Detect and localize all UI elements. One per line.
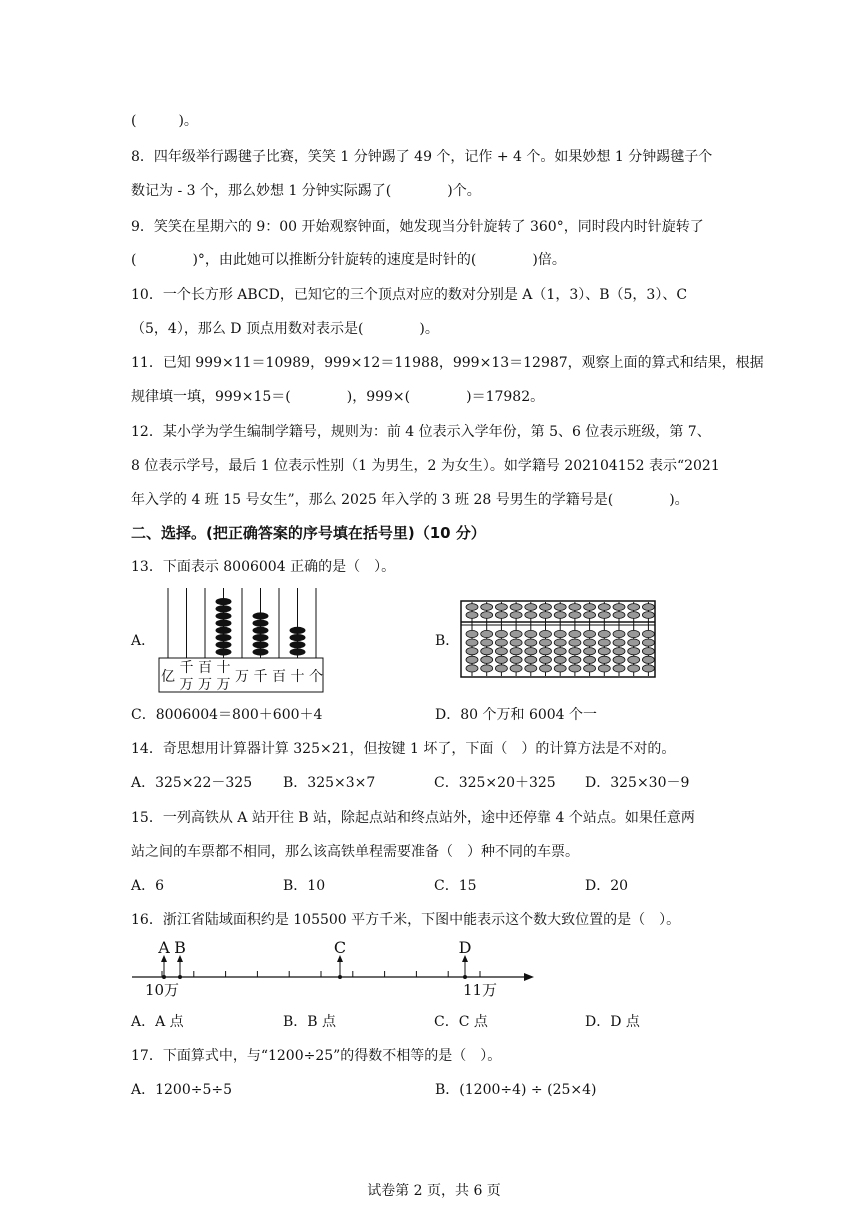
- counting-frame-bead: [290, 641, 306, 648]
- q15-option-c: C．15: [434, 878, 477, 894]
- number-line-point-d: [459, 938, 472, 979]
- abacus-lower-bead: [613, 648, 625, 655]
- counting-frame-label: 十: [290, 669, 305, 685]
- counting-frame-label: 千: [179, 660, 194, 676]
- abacus-lower-bead: [613, 665, 625, 672]
- counting-frame-label: 万: [198, 677, 212, 693]
- abacus-upper-bead: [540, 612, 552, 619]
- abacus-lower-bead: [495, 648, 507, 655]
- abacus-upper-bead: [613, 612, 625, 619]
- counting-frame-label: 个: [309, 669, 323, 685]
- abacus-lower-bead: [540, 648, 552, 655]
- counting-frame-label: 千: [253, 669, 268, 685]
- abacus-lower-bead: [481, 630, 493, 637]
- q16-option-a: A．A 点: [131, 1014, 184, 1030]
- counting-frame-bead: [253, 620, 269, 627]
- abacus-lower-bead: [525, 665, 537, 672]
- abacus-lower-bead: [584, 656, 596, 663]
- abacus-lower-bead: [642, 639, 654, 646]
- abacus-lower-bead: [481, 639, 493, 646]
- abacus-lower-bead: [510, 630, 522, 637]
- abacus-lower-bead: [569, 656, 581, 663]
- abacus-lower-bead: [510, 639, 522, 646]
- q10-line2: （5，4），那么 D 顶点用数对表示是( )。: [131, 321, 439, 337]
- abacus-upper-bead: [481, 604, 493, 611]
- number-line-point-c: [334, 938, 346, 979]
- abacus-lower-bead: [642, 648, 654, 655]
- abacus-lower-bead: [466, 630, 478, 637]
- abacus-lower-bead: [495, 639, 507, 646]
- q9-line1: 9．笑笑在星期六的 9：00 开始观察钟面，她发现当分针旋转了 360°，同时段内时针旋转了: [131, 219, 704, 235]
- q13-option-b: B．: [435, 633, 460, 649]
- abacus-lower-bead: [569, 630, 581, 637]
- q13-stem: 13．下面表示 8006004 正确的是（ ）。: [131, 559, 396, 575]
- q17-option-a: A．1200÷5÷5: [131, 1082, 233, 1098]
- q9-line2: ( )°，由此她可以推断分针旋转的速度是时针的( )倍。: [131, 252, 566, 268]
- abacus-lower-bead: [466, 665, 478, 672]
- section-heading-choice: 二、选择。(把正确答案的序号填在括号里)（10 分）: [131, 524, 486, 542]
- q14-stem: 14．奇思想用计算器计算 325×21，但按键 1 坏了，下面（ ）的计算方法是不对的。: [131, 741, 676, 757]
- abacus-lower-bead: [584, 665, 596, 672]
- counting-frame-bead: [253, 648, 269, 655]
- number-line-point-label: D: [458, 938, 472, 957]
- abacus-upper-bead: [554, 604, 566, 611]
- q7-tail-blank: ( )。: [131, 113, 198, 129]
- abacus-lower-bead: [481, 665, 493, 672]
- counting-frame-bead: [216, 648, 232, 655]
- counting-frame-label: 亿: [161, 669, 175, 685]
- abacus-lower-bead: [510, 648, 522, 655]
- abacus-upper-bead: [554, 612, 566, 619]
- counting-frame-bead: [216, 598, 232, 605]
- abacus-upper-bead: [510, 604, 522, 611]
- abacus-lower-bead: [584, 648, 596, 655]
- abacus-lower-bead: [510, 656, 522, 663]
- abacus-lower-bead: [598, 639, 610, 646]
- q13-option-a: A．: [131, 633, 156, 649]
- abacus-lower-bead: [628, 639, 640, 646]
- q16-stem: 16．浙江省陆域面积约是 105500 平方千米，下图中能表示这个数大致位置的是（ ）。: [131, 912, 681, 928]
- abacus-lower-bead: [569, 648, 581, 655]
- abacus-lower-bead: [642, 630, 654, 637]
- abacus-upper-bead: [525, 604, 537, 611]
- abacus-upper-bead: [495, 612, 507, 619]
- q15-line1: 15．一列高铁从 A 站开往 B 站，除起点站和终点站外，途中还停靠 4 个站点。如果任意两: [131, 810, 695, 826]
- abacus-upper-bead: [642, 612, 654, 619]
- abacus-lower-bead: [466, 656, 478, 663]
- abacus-lower-bead: [510, 665, 522, 672]
- counting-frame-bead: [290, 627, 306, 634]
- abacus-lower-bead: [598, 656, 610, 663]
- abacus-upper-bead: [510, 612, 522, 619]
- abacus-lower-bead: [525, 630, 537, 637]
- abacus-upper-bead: [540, 604, 552, 611]
- q15-option-d: D．20: [585, 878, 629, 894]
- q16-number-line: [128, 937, 540, 999]
- abacus-upper-bead: [466, 604, 478, 611]
- abacus-upper-bead: [584, 604, 596, 611]
- counting-frame-bead: [253, 627, 269, 634]
- counting-frame-label: 万: [179, 677, 194, 693]
- abacus-lower-bead: [525, 639, 537, 646]
- abacus-lower-bead: [554, 639, 566, 646]
- abacus-lower-bead: [598, 665, 610, 672]
- abacus-upper-bead: [628, 612, 640, 619]
- q11-line1: 11．已知 999×11＝10989，999×12＝11988，999×13＝12987，观察上面的算式和结果，根据: [131, 355, 764, 371]
- abacus-lower-bead: [584, 630, 596, 637]
- abacus-lower-bead: [613, 630, 625, 637]
- q17-option-b: B．(1200÷4) ÷ (25×4): [435, 1082, 597, 1098]
- counting-frame-bead: [253, 641, 269, 648]
- q13-counting-frame-a: [155, 586, 330, 694]
- q11-line2: 规律填一填，999×15＝( )，999×( )＝17982。: [131, 389, 545, 405]
- counting-frame-bead: [216, 620, 232, 627]
- abacus-lower-bead: [495, 656, 507, 663]
- q8-line1: 8．四年级举行踢毽子比赛，笑笑 1 分钟踢了 49 个，记作 + 4 个。如果妙想 1 分钟踢毽子个: [131, 149, 713, 165]
- abacus-lower-bead: [628, 656, 640, 663]
- q14-option-d: D．325×30－9: [585, 775, 690, 791]
- abacus-lower-bead: [642, 656, 654, 663]
- abacus-upper-bead: [642, 604, 654, 611]
- abacus-lower-bead: [628, 665, 640, 672]
- q12-line3: 年入学的 4 班 15 号女生”，那么 2025 年入学的 3 班 28 号男生的学籍号是( )。: [131, 492, 689, 508]
- number-line-point-b: [174, 938, 186, 979]
- abacus-lower-bead: [525, 656, 537, 663]
- abacus-lower-bead: [554, 630, 566, 637]
- counting-frame-bead: [290, 634, 306, 641]
- q13-abacus-b: [460, 600, 658, 680]
- abacus-lower-bead: [598, 648, 610, 655]
- q13-option-d: D．80 个万和 6004 个一: [435, 707, 598, 723]
- q12-line1: 12．某小学为学生编制学籍号，规则为：前 4 位表示入学年份，第 5、6 位表示班级，第 7、: [131, 424, 711, 440]
- abacus-upper-bead: [481, 612, 493, 619]
- counting-frame-bead: [216, 634, 232, 641]
- abacus-upper-bead: [584, 612, 596, 619]
- counting-frame-bead: [216, 627, 232, 634]
- abacus-lower-bead: [540, 630, 552, 637]
- q14-option-c: C．325×20＋325: [434, 775, 556, 791]
- q15-option-a: A．6: [131, 878, 165, 894]
- abacus-lower-bead: [466, 639, 478, 646]
- abacus-upper-bead: [598, 604, 610, 611]
- counting-frame-label: 百: [272, 669, 286, 685]
- number-line-point-label: B: [174, 938, 186, 957]
- abacus-lower-bead: [540, 639, 552, 646]
- abacus-upper-bead: [495, 604, 507, 611]
- q8-line2: 数记为 - 3 个，那么妙想 1 分钟实际踢了( )个。: [131, 183, 481, 199]
- abacus-lower-bead: [554, 648, 566, 655]
- number-line-point-label: A: [158, 938, 170, 957]
- abacus-lower-bead: [628, 648, 640, 655]
- abacus-lower-bead: [540, 656, 552, 663]
- abacus-lower-bead: [554, 656, 566, 663]
- counting-frame-bead: [216, 641, 232, 648]
- counting-frame-bead: [290, 648, 306, 655]
- q15-option-b: B．10: [283, 878, 326, 894]
- counting-frame-bead: [216, 605, 232, 612]
- abacus-lower-bead: [584, 639, 596, 646]
- abacus-lower-bead: [628, 630, 640, 637]
- number-line-end-label: 11万: [462, 981, 498, 999]
- abacus-lower-bead: [569, 665, 581, 672]
- counting-frame-label: 万: [216, 677, 231, 693]
- abacus-upper-bead: [466, 612, 478, 619]
- q16-option-b: B．B 点: [283, 1014, 337, 1030]
- abacus-upper-bead: [569, 612, 581, 619]
- page-footer: 试卷第 2 页，共 6 页: [367, 1183, 501, 1199]
- abacus-lower-bead: [466, 648, 478, 655]
- abacus-lower-bead: [642, 665, 654, 672]
- abacus-lower-bead: [540, 665, 552, 672]
- counting-frame-bead: [216, 612, 232, 619]
- q14-option-b: B．325×3×7: [283, 775, 376, 791]
- counting-frame-label: 百: [198, 660, 212, 676]
- abacus-lower-bead: [481, 656, 493, 663]
- abacus-lower-bead: [613, 656, 625, 663]
- abacus-lower-bead: [481, 648, 493, 655]
- abacus-upper-bead: [569, 604, 581, 611]
- q12-line2: 8 位表示学号，最后 1 位表示性别（1 为男生，2 为女生）。如学籍号 202104152 表示“2021: [131, 458, 720, 474]
- counting-frame-bead: [253, 634, 269, 641]
- abacus-lower-bead: [598, 630, 610, 637]
- number-line-start-label: 10万: [144, 981, 180, 999]
- abacus-lower-bead: [554, 665, 566, 672]
- q17-stem: 17．下面算式中，与“1200÷25”的得数不相等的是（ ）。: [131, 1048, 502, 1064]
- q15-line2: 站之间的车票都不相同，那么该高铁单程需要准备（ ）种不同的车票。: [131, 844, 579, 860]
- abacus-lower-bead: [613, 639, 625, 646]
- q10-line1: 10．一个长方形 ABCD，已知它的三个顶点对应的数对分别是 A（1，3）、B（5，3）、C: [131, 287, 688, 303]
- counting-frame-bead: [253, 612, 269, 619]
- counting-frame-label: 万: [235, 669, 249, 685]
- abacus-upper-bead: [613, 604, 625, 611]
- abacus-lower-bead: [525, 648, 537, 655]
- q16-option-c: C．C 点: [434, 1014, 488, 1030]
- abacus-lower-bead: [495, 665, 507, 672]
- number-line-point-label: C: [333, 938, 347, 957]
- number-line-point-a: [157, 938, 170, 979]
- q13-option-c: C．8006004＝800＋600＋4: [131, 707, 323, 723]
- q14-option-a: A．325×22－325: [131, 775, 253, 791]
- abacus-upper-bead: [598, 612, 610, 619]
- abacus-upper-bead: [628, 604, 640, 611]
- abacus-upper-bead: [525, 612, 537, 619]
- abacus-lower-bead: [569, 639, 581, 646]
- q16-option-d: D．D 点: [585, 1014, 640, 1030]
- counting-frame-label: 十: [216, 660, 231, 676]
- abacus-lower-bead: [495, 630, 507, 637]
